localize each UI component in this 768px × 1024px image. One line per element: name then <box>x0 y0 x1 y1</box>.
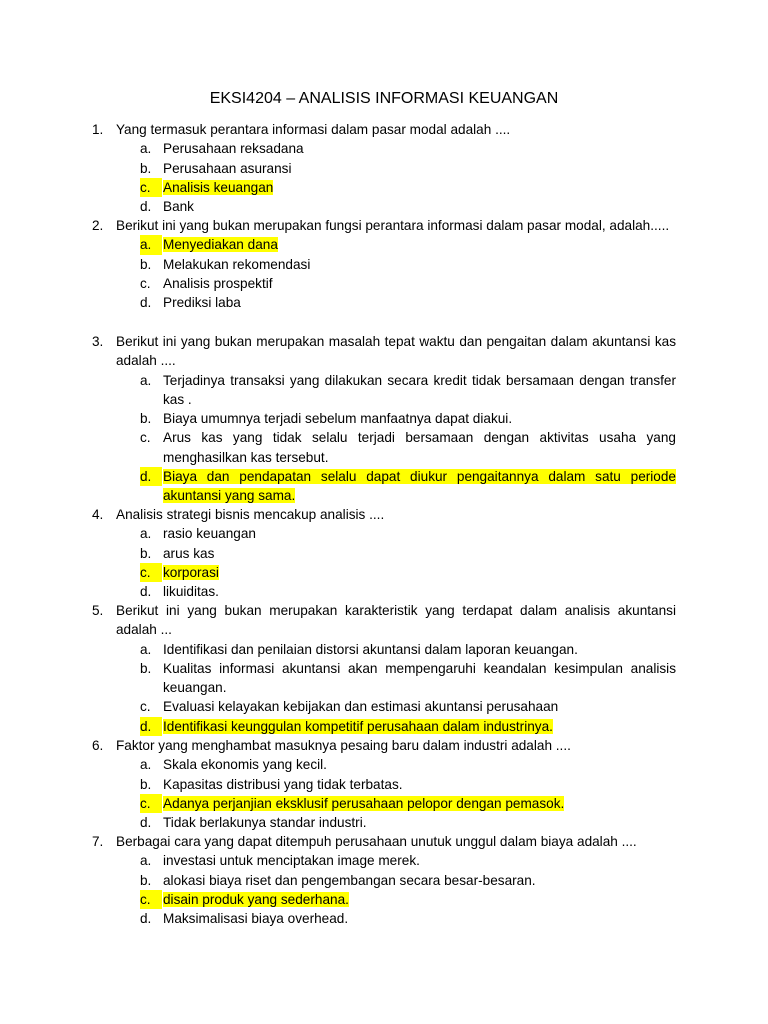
option-a: a. Identifikasi dan penilaian distorsi akuntansi dalam laporan keuangan. <box>140 641 578 657</box>
option-text: Kapasitas distribusi yang tidak terbatas. <box>163 776 403 792</box>
option-d: d. Tidak berlakunya standar industri. <box>140 815 367 831</box>
option-text: Analisis keuangan <box>163 179 274 195</box>
option-a: a. investasi untuk menciptakan image merek. <box>140 853 420 869</box>
option-b: b. Kapasitas distribusi yang tidak terbatas. <box>140 776 403 792</box>
option-text: Biaya umumnya terjadi sebelum manfaatnya dapat diakui. <box>163 411 513 427</box>
question-2 <box>92 216 676 312</box>
question-number: 5. <box>92 603 104 618</box>
option-a: a. rasio keuangan <box>140 526 256 542</box>
option-text: rasio keuangan <box>163 526 256 542</box>
option-b: b. Biaya umumnya terjadi sebelum manfaatnya dapat diakui. <box>140 411 513 427</box>
question-number: 2. <box>92 218 104 233</box>
option-text: Evaluasi kelayakan kebijakan dan estimasi akuntansi perusahaan <box>163 699 559 715</box>
question-text: Berikut ini yang bukan merupakan karakteristik yang terdapat dalam analisis akuntansi adalah ... <box>116 603 676 638</box>
option-d: d. Prediksi laba <box>140 295 241 311</box>
option-text: likuiditas. <box>163 584 219 600</box>
option-b: b. arus kas <box>140 545 215 561</box>
option-c: c. Analisis prospektif <box>140 275 273 291</box>
option-b: b. Perusahaan asuransi <box>140 160 292 176</box>
question-number: 7. <box>92 834 104 849</box>
question-text: Faktor yang menghambat masuknya pesaing baru dalam industri adalah .... <box>116 738 571 753</box>
option-text: Biaya dan pendapatan selalu dapat diukur pengaitannya dalam satu periode akuntansi yang sama. <box>163 469 676 504</box>
option-a: a. Perusahaan reksadana <box>140 141 304 157</box>
question-number: 6. <box>92 738 104 753</box>
option-b: b. Kualitas informasi akuntansi akan mempengaruhi keandalan kesimpulan analisis keuangan. <box>140 660 676 696</box>
option-d: d. Maksimalisasi biaya overhead. <box>140 911 349 927</box>
question-text: Analisis strategi bisnis mencakup analisis .... <box>116 507 385 522</box>
question-text: Berikut ini yang bukan merupakan masalah tepat waktu dan pengaitan dalam akuntansi kas adalah .... <box>116 334 676 369</box>
option-text: Perusahaan asuransi <box>163 160 292 176</box>
option-text: Bank <box>163 199 194 215</box>
option-text: Identifikasi keunggulan kompetitif perusahaan dalam industrinya. <box>163 718 553 734</box>
option-text: disain produk yang sederhana. <box>163 891 349 907</box>
question-3 <box>92 332 676 506</box>
option-d-answer: d. Identifikasi keunggulan kompetitif perusahaan dalam industrinya. <box>140 717 676 736</box>
option-text: Perusahaan reksadana <box>163 141 304 157</box>
question-7 <box>92 832 676 928</box>
option-c: c. Evaluasi kelayakan kebijakan dan estimasi akuntansi perusahaan <box>140 699 559 715</box>
option-text: Adanya perjanjian eksklusif perusahaan pelopor dengan pemasok. <box>163 795 565 811</box>
option-text: Melakukan rekomendasi <box>163 256 311 272</box>
option-text: Analisis prospektif <box>163 275 273 291</box>
option-c-answer: c. disain produk yang sederhana. <box>140 890 676 909</box>
option-b: b. Melakukan rekomendasi <box>140 256 311 272</box>
question-6 <box>92 736 676 832</box>
option-c-answer: c. Adanya perjanjian eksklusif perusahaan pelopor dengan pemasok. <box>140 794 676 813</box>
option-text: Arus kas yang tidak selalu terjadi bersamaan dengan aktivitas usaha yang menghasilkan kas tersebut. <box>163 430 676 465</box>
option-text: Maksimalisasi biaya overhead. <box>163 911 349 927</box>
option-b: b. alokasi biaya riset dan pengembangan secara besar-besaran. <box>140 872 536 888</box>
question-5 <box>92 601 676 736</box>
option-text: Menyediakan dana <box>163 237 278 253</box>
option-c-answer: c. korporasi <box>140 563 676 582</box>
question-number: 1. <box>92 122 104 137</box>
option-a: a. Terjadinya transaksi yang dilakukan secara kredit tidak bersamaan dengan transfer kas . <box>140 372 676 407</box>
question-4 <box>92 505 676 601</box>
option-text: investasi untuk menciptakan image merek. <box>163 853 420 869</box>
question-number: 3. <box>92 334 104 349</box>
option-text: Tidak berlakunya standar industri. <box>163 815 367 831</box>
question-text: Berikut ini yang bukan merupakan fungsi perantara informasi dalam pasar modal, adalah..... <box>116 218 670 233</box>
option-c-answer: c. Analisis keuangan <box>140 178 676 197</box>
option-text: arus kas <box>163 545 215 561</box>
option-text: Terjadinya transaksi yang dilakukan secara kredit tidak bersamaan dengan transfer kas . <box>163 372 676 407</box>
option-text: Prediksi laba <box>163 295 241 311</box>
option-d: d. Bank <box>140 199 194 215</box>
option-c: c. Arus kas yang tidak selalu terjadi bersamaan dengan aktivitas usaha yang menghasilkan kas tersebut. <box>140 430 676 465</box>
document-title: EKSI4204 – ANALISIS INFORMASI KEUANGAN <box>209 90 559 107</box>
option-a-answer: a. Menyediakan dana <box>140 235 676 254</box>
option-d: d. likuiditas. <box>140 584 219 600</box>
option-text: Kualitas informasi akuntansi akan mempengaruhi keandalan kesimpulan analisis keuangan. <box>163 660 676 696</box>
option-d-answer: d. Biaya dan pendapatan selalu dapat diukur pengaitannya dalam satu periode akuntansi yang sama. <box>140 469 676 504</box>
option-text: alokasi biaya riset dan pengembangan secara besar-besaran. <box>163 872 536 888</box>
option-text: Identifikasi dan penilaian distorsi akuntansi dalam laporan keuangan. <box>163 641 578 657</box>
option-a: a. Skala ekonomis yang kecil. <box>140 757 327 773</box>
option-text: korporasi <box>163 564 219 580</box>
question-text: Berbagai cara yang dapat ditempuh perusahaan unutuk unggul dalam biaya adalah .... <box>116 834 637 849</box>
option-text: Skala ekonomis yang kecil. <box>163 757 327 773</box>
question-number: 4. <box>92 507 104 522</box>
question-1 <box>92 120 676 216</box>
question-text: Yang termasuk perantara informasi dalam pasar modal adalah .... <box>116 122 511 137</box>
